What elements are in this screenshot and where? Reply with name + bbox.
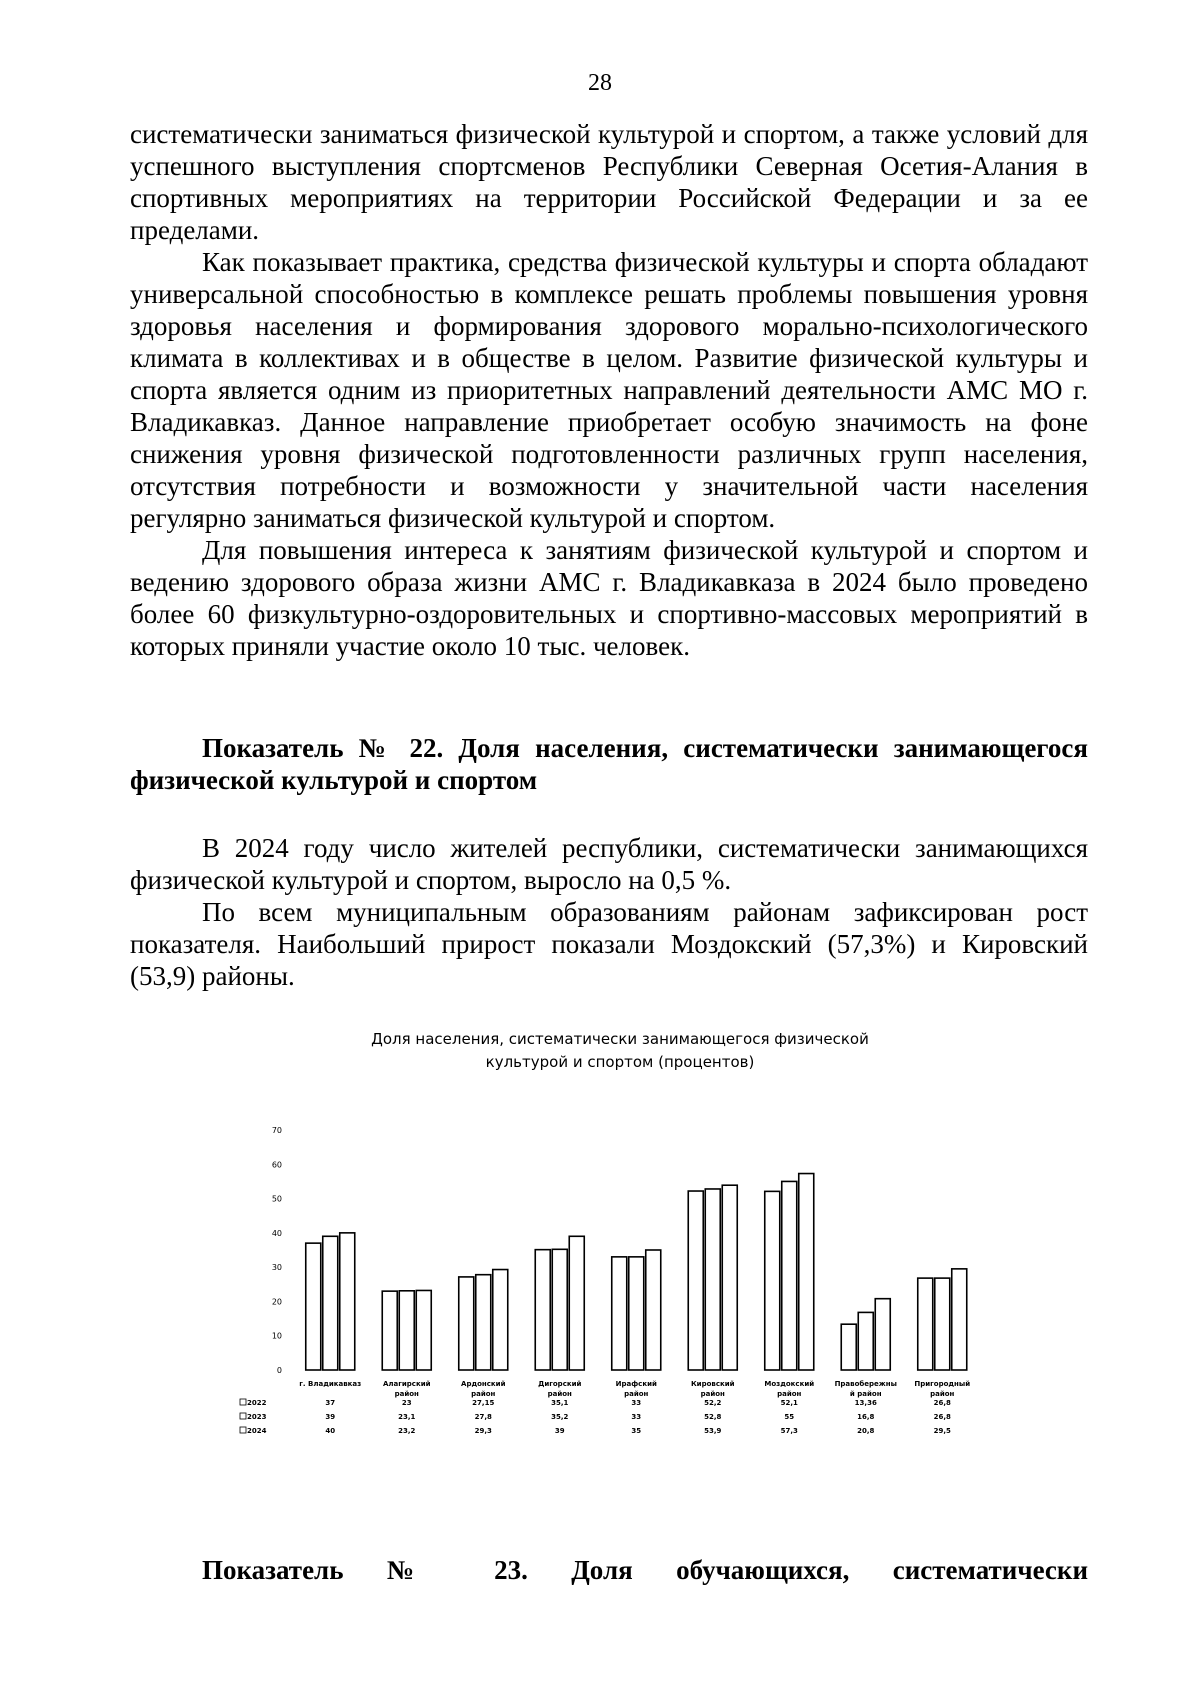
chart-title-line: Доля населения, систематически занимающегося физической (371, 1030, 869, 1048)
paragraph: По всем муниципальным образованиям районам зафиксирован рост показателя. Наибольший прирост показали Моздокский (57,3%) и Кировский (53,9) районы. (130, 897, 1088, 991)
bar (416, 1290, 431, 1370)
bar (875, 1299, 890, 1370)
body-text-22 (130, 832, 1088, 992)
y-tick-label: 0 (276, 1366, 282, 1375)
heading-indicator-22: Показатель № 22. Доля населения, систематически занимающегося физической культурой и спортом (130, 733, 1088, 795)
bar-chart (220, 1105, 980, 1445)
data-table-value: 29,5 (933, 1427, 951, 1435)
data-table-value: 52,2 (704, 1399, 722, 1407)
bar (569, 1236, 584, 1370)
legend-key (240, 1399, 246, 1405)
y-tick-label: 40 (271, 1228, 282, 1238)
bar (382, 1291, 397, 1370)
data-table-value: 39 (325, 1413, 336, 1421)
legend-key (240, 1427, 246, 1433)
bar (459, 1277, 474, 1370)
data-table-value: 57,3 (780, 1427, 798, 1435)
legend-label: 2024 (247, 1427, 267, 1435)
legend-label: 2023 (247, 1413, 267, 1421)
y-tick-label: 20 (271, 1297, 282, 1307)
bar (612, 1257, 627, 1370)
y-tick-label: 50 (271, 1194, 282, 1204)
data-table-value: 35 (631, 1427, 642, 1435)
data-table-value: 23 (401, 1399, 412, 1407)
data-table-value: 52,1 (780, 1399, 798, 1407)
y-tick-label: 60 (271, 1160, 282, 1170)
bar (535, 1250, 550, 1370)
bar (722, 1185, 737, 1370)
bar (552, 1249, 567, 1370)
bar (646, 1250, 661, 1370)
bar (705, 1189, 720, 1370)
x-category-label: Кировский (690, 1380, 735, 1388)
bar (340, 1233, 355, 1370)
x-category-label: Дигорский (538, 1380, 582, 1388)
data-table-value: 40 (325, 1427, 336, 1435)
x-category-label: Алагирский (382, 1380, 431, 1388)
paragraph: систематически заниматься физической культурой и спортом, а также условий для успешного выступления спортсменов Республики Северная Осетия-Алания в спортивных мероприятиях на территории Российской Федерации и за ее пределами. (130, 119, 1088, 245)
paragraph: Как показывает практика, средства физической культуры и спорта обладают универсальной способностью в комплексе решать проблемы повышения уровня здоровья населения и формирования здорового морально-психологического климата в коллективах и в обществе в целом. Развитие физической культуры и спорта является одним из приоритетных направлений деятельности АМС МО г. Владикавказ. Данное направление приобретает особую значимость на фоне снижения уровня физической подготовленности различных групп населения, отсутствия потребности и возможности у значительной части населения регулярно заниматься физической культурой и спортом. (130, 247, 1088, 533)
y-tick-label: 10 (271, 1331, 282, 1341)
x-category-label: й район (849, 1390, 882, 1398)
bar (782, 1181, 797, 1370)
data-table-value: 52,8 (704, 1413, 722, 1421)
data-table-value: 53,9 (704, 1427, 722, 1435)
bar (493, 1270, 508, 1370)
data-table-value: 35,2 (551, 1413, 569, 1421)
data-table-value: 27,15 (472, 1399, 495, 1407)
data-table-value: 33 (631, 1413, 642, 1421)
bar (841, 1324, 856, 1370)
bar (918, 1278, 933, 1370)
data-table-value: 35,1 (551, 1399, 569, 1407)
bar (399, 1291, 414, 1370)
data-table-value: 29,3 (474, 1427, 492, 1435)
x-category-label: район (547, 1390, 572, 1398)
bar (629, 1257, 644, 1370)
data-table-value: 27,8 (474, 1413, 492, 1421)
x-category-label: Правобережны (834, 1380, 897, 1388)
chart-title (300, 1028, 940, 1074)
data-table-value: 33 (631, 1399, 642, 1407)
bar (765, 1191, 780, 1370)
x-category-label: г. Владикавказ (299, 1380, 362, 1388)
data-table-value: 26,8 (933, 1413, 951, 1421)
bar (306, 1243, 321, 1370)
bar (952, 1269, 967, 1370)
body-text-top (130, 118, 1088, 662)
page-number: 28 (588, 70, 612, 96)
legend-label: 2022 (247, 1399, 267, 1407)
data-table-value: 16,8 (857, 1413, 875, 1421)
x-category-label: район (777, 1390, 802, 1398)
bar (935, 1278, 950, 1370)
x-category-label: район (624, 1390, 649, 1398)
x-category-label: район (394, 1390, 419, 1398)
bar (476, 1275, 491, 1370)
data-table-value: 13,36 (854, 1399, 877, 1407)
chart-title-line: культурой и спортом (процентов) (485, 1053, 755, 1071)
bar (858, 1312, 873, 1370)
x-category-label: район (930, 1390, 955, 1398)
y-tick-label: 30 (271, 1263, 282, 1273)
data-table-value: 55 (784, 1413, 795, 1421)
paragraph: Для повышения интереса к занятиям физической культурой и спортом и ведению здорового образа жизни АМС г. Владикавказа в 2024 было проведено более 60 физкультурно-оздоровительных и спортивно-массовых мероприятий в которых приняли участие около 10 тыс. человек. (130, 535, 1088, 661)
data-table-value: 20,8 (857, 1427, 875, 1435)
legend-key (240, 1413, 246, 1419)
x-category-label: Пригородный (914, 1380, 971, 1388)
data-table-value: 37 (325, 1399, 336, 1407)
x-category-label: район (700, 1390, 725, 1398)
data-table-value: 39 (554, 1427, 565, 1435)
x-category-label: Ардонский (461, 1380, 506, 1388)
x-category-label: район (471, 1390, 496, 1398)
bar (799, 1174, 814, 1370)
paragraph: В 2024 году число жителей республики, систематически занимающихся физической культурой и спортом, выросло на 0,5 %. (130, 833, 1088, 895)
bar (688, 1191, 703, 1370)
x-category-label: Ирафский (615, 1380, 657, 1388)
bar (323, 1236, 338, 1370)
y-tick-label: 70 (271, 1126, 282, 1135)
heading-indicator-23: Показатель № 23. Доля обучающихся, систематически (202, 1555, 1088, 1585)
data-table-value: 23,1 (398, 1413, 416, 1421)
data-table-value: 23,2 (398, 1427, 416, 1435)
x-category-label: Моздокский (764, 1380, 815, 1388)
data-table-value: 26,8 (933, 1399, 951, 1407)
